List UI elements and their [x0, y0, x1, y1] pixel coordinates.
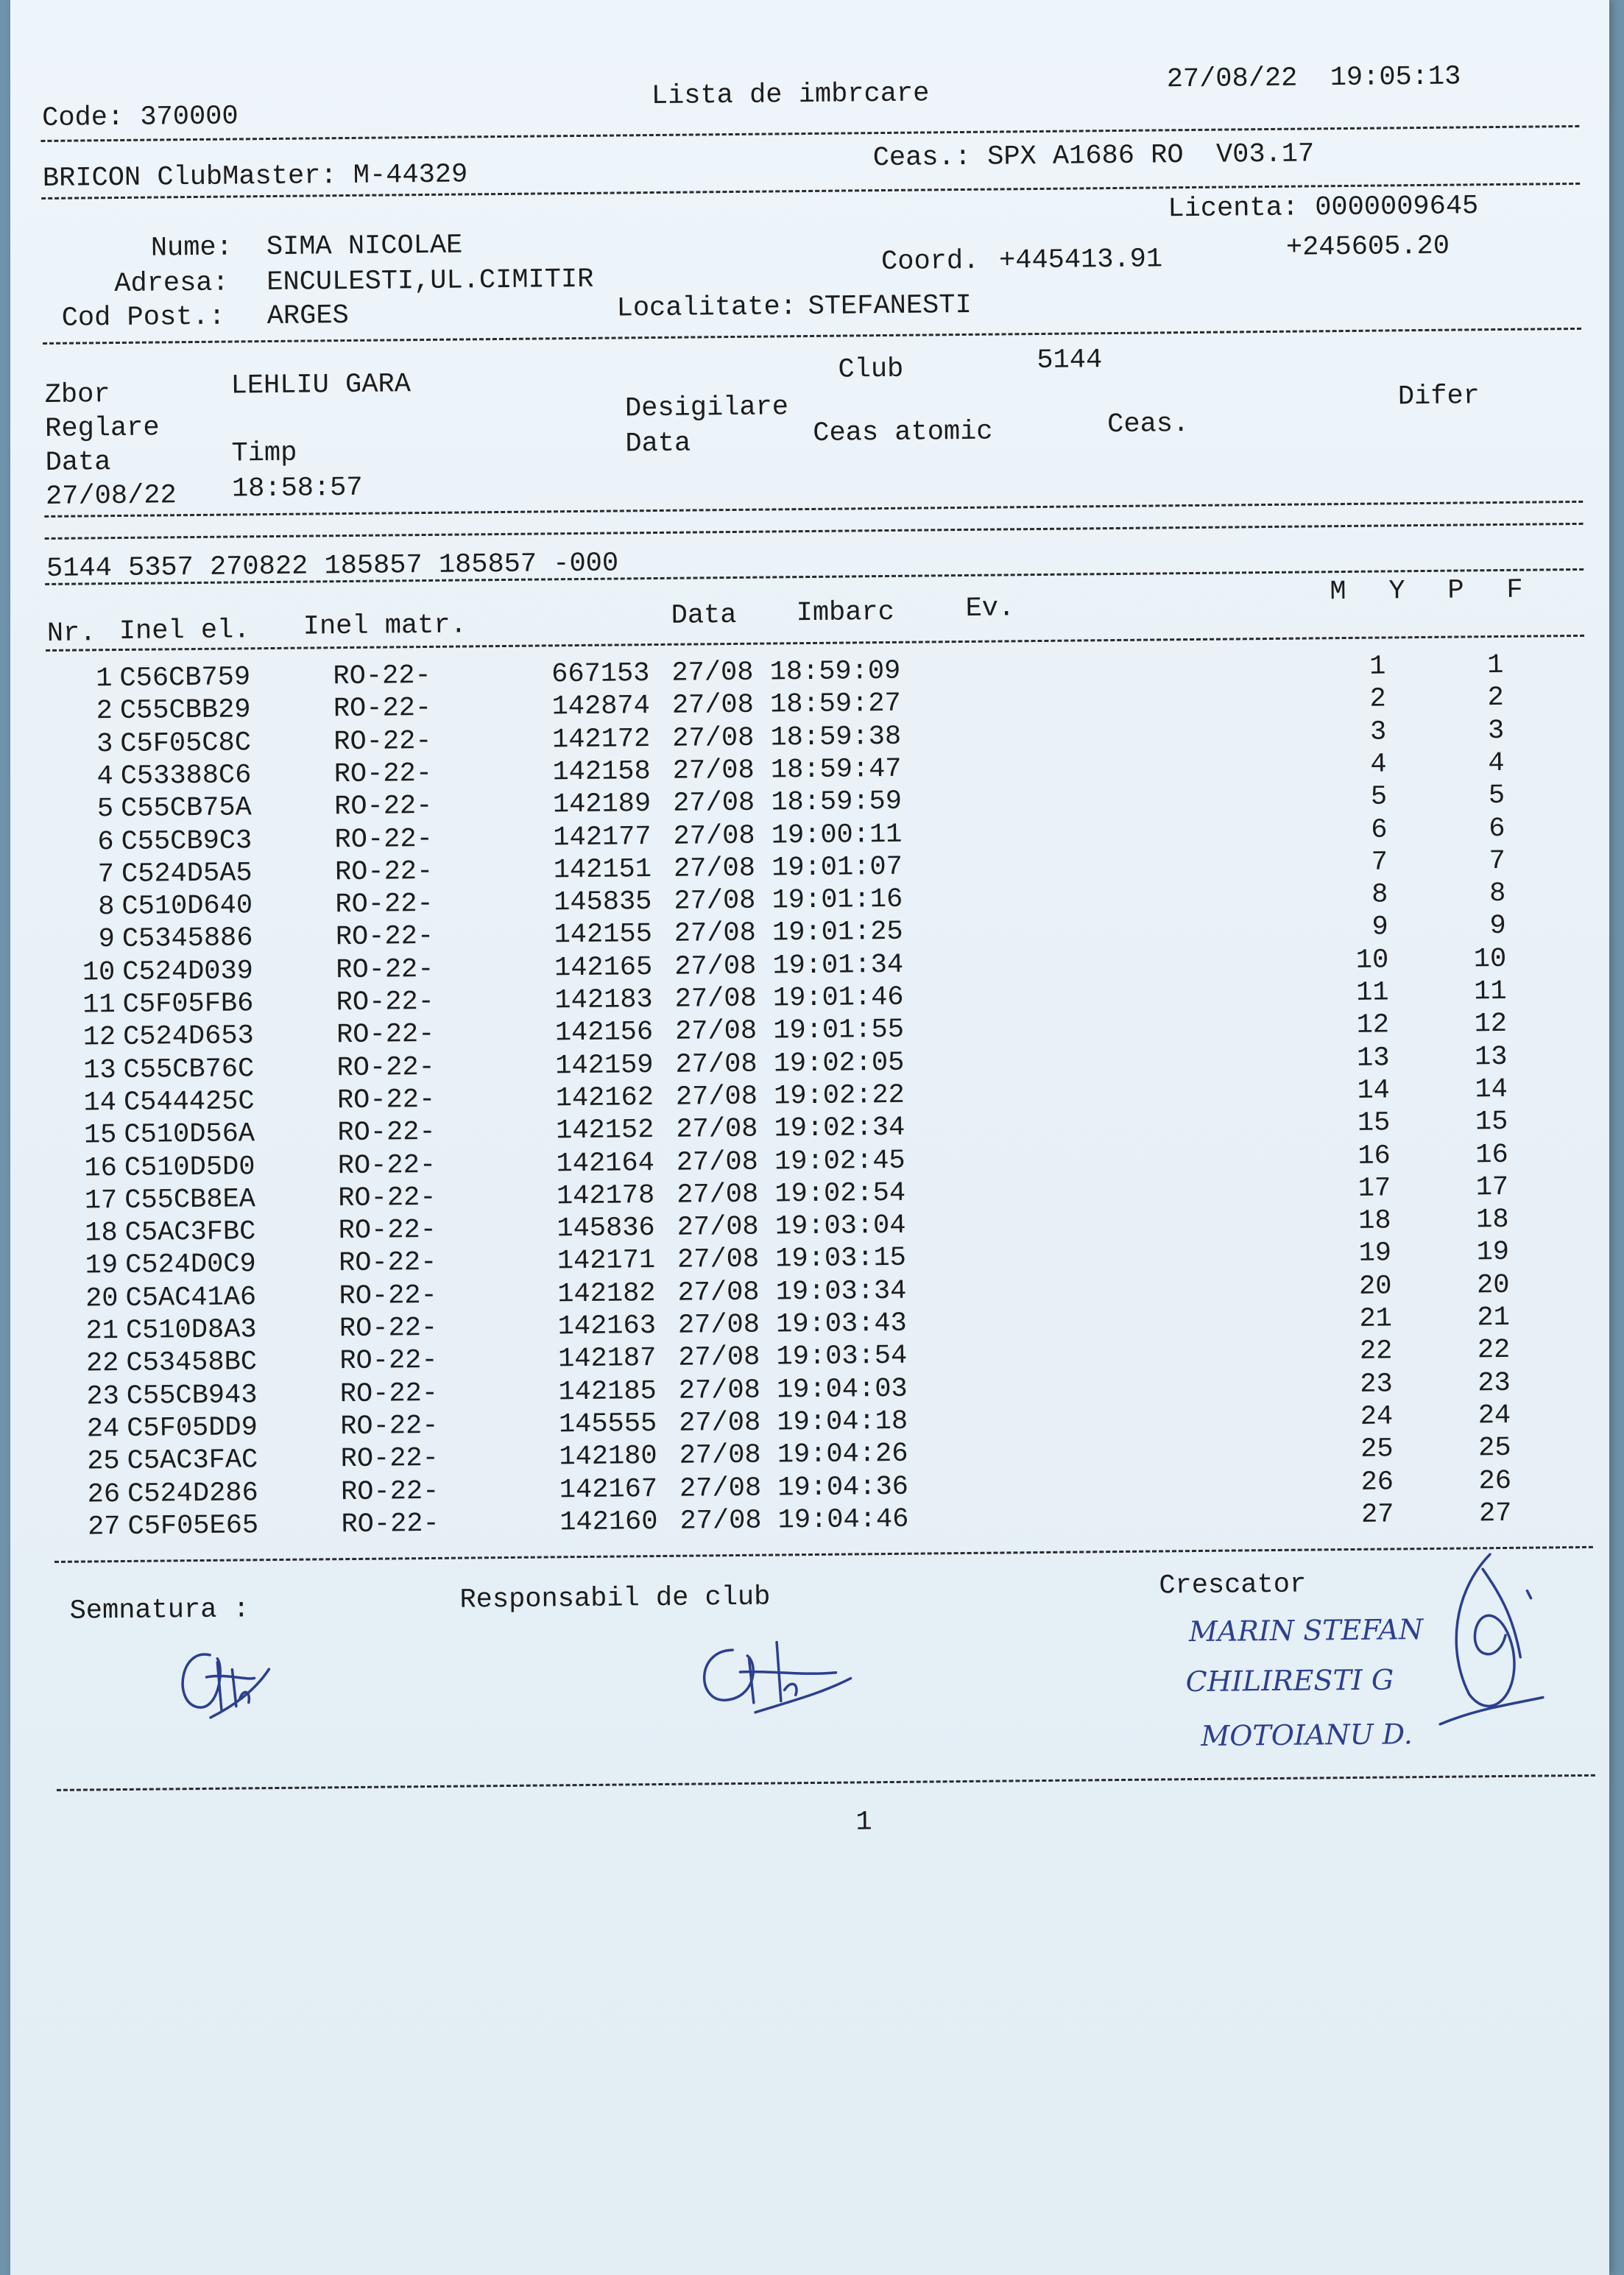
arrival-datetime: 27/08 19:01:34: [674, 949, 904, 983]
address-label: Adresa:: [114, 267, 229, 300]
row-number: 10: [82, 956, 116, 989]
place-p: 19: [1476, 1237, 1510, 1269]
col-header-inel-matr: Inel matr.: [303, 610, 467, 643]
paper-sheet: [10, 0, 1609, 2275]
arrival-datetime: 27/08 19:04:26: [679, 1438, 908, 1472]
club-responsible-label: Responsabil de club: [459, 1581, 771, 1616]
ring-prefix: RO-22-: [341, 1508, 439, 1540]
arrival-datetime: 27/08 19:00:11: [673, 819, 903, 853]
club-responsible-signature: [688, 1619, 880, 1731]
print-datetime: 27/08/22 19:05:13: [1166, 61, 1461, 96]
clock-label: Ceas.: [1107, 409, 1190, 441]
owner-name: SIMA NICOLAE: [266, 230, 463, 264]
electronic-ring: C5F05FB6: [122, 988, 254, 1020]
ring-number: 142178: [556, 1179, 655, 1213]
electronic-ring: C5AC41A6: [125, 1281, 257, 1314]
electronic-ring: C56CB759: [119, 662, 251, 694]
electronic-ring: C5F05DD9: [127, 1412, 258, 1445]
place-p: 14: [1475, 1073, 1508, 1106]
col-header-ev: Ev.: [965, 593, 1015, 624]
owner-locality: STEFANESTI: [808, 289, 972, 322]
document-title: Lista de imbrcare: [651, 78, 930, 113]
signature-scribble: [166, 1625, 299, 1737]
arrival-datetime: 27/08 19:02:34: [676, 1112, 905, 1146]
electronic-ring: C5AC3FBC: [124, 1216, 256, 1249]
row-number: 7: [97, 858, 115, 891]
electronic-ring: C524D5A5: [121, 858, 253, 890]
divider: [54, 1546, 1593, 1563]
postcode-label: Cod Post.:: [61, 301, 226, 334]
place-m: 17: [1358, 1173, 1391, 1204]
row-number: 16: [84, 1152, 118, 1184]
ring-number: 142167: [559, 1473, 658, 1506]
arrival-datetime: 27/08 18:59:47: [672, 753, 902, 787]
electronic-ring: C55CB943: [126, 1379, 258, 1412]
place-p: 23: [1478, 1367, 1511, 1399]
place-m: 5: [1370, 781, 1388, 813]
row-number: 12: [82, 1022, 116, 1054]
row-number: 27: [87, 1511, 121, 1543]
place-p: 7: [1489, 845, 1506, 877]
ring-prefix: RO-22-: [333, 693, 432, 725]
setting-time: 18:58:57: [231, 472, 363, 505]
ring-number: 145835: [553, 886, 652, 919]
col-header-data: Data: [671, 599, 737, 632]
electronic-ring: C5F05C8C: [120, 727, 252, 760]
row-number: 3: [96, 728, 113, 760]
arrival-datetime: 27/08 19:01:55: [674, 1015, 905, 1048]
place-p: 25: [1478, 1433, 1511, 1464]
place-p: 20: [1476, 1269, 1510, 1302]
ring-number: 142160: [559, 1506, 658, 1539]
ring-number: 142152: [555, 1115, 654, 1147]
desigilare-label: Desigilare: [624, 392, 789, 425]
arrival-datetime: 27/08 19:03:04: [677, 1210, 906, 1244]
place-p: 5: [1488, 780, 1505, 812]
name-label: Nume:: [150, 232, 233, 264]
arrival-datetime: 27/08 19:01:16: [674, 883, 903, 917]
place-p: 11: [1474, 976, 1507, 1008]
electronic-ring: C53458BC: [126, 1347, 258, 1380]
row-number: 18: [85, 1218, 118, 1249]
date-label: Data: [45, 447, 111, 479]
code-label: Code: 370000: [41, 101, 239, 134]
ring-number: 142158: [552, 755, 651, 789]
row-number: 15: [83, 1120, 117, 1151]
row-number: 24: [86, 1413, 120, 1445]
place-m: 18: [1358, 1205, 1391, 1237]
boarding-list-printout: [40, 15, 1578, 1838]
place-p: 8: [1489, 878, 1506, 910]
ring-prefix: RO-22-: [337, 1117, 436, 1149]
ring-number: 667153: [551, 658, 650, 691]
locality-label: Localitate:: [616, 292, 797, 325]
place-p: 24: [1478, 1400, 1511, 1432]
place-m: 6: [1371, 814, 1388, 846]
ring-prefix: RO-22-: [339, 1280, 437, 1312]
place-m: 23: [1360, 1369, 1393, 1400]
arrival-datetime: 27/08 19:03:54: [678, 1341, 908, 1375]
divider: [46, 635, 1584, 652]
breeder-signature: [1409, 1546, 1558, 1739]
electronic-ring: C53388C6: [120, 760, 252, 792]
place-m: 3: [1369, 716, 1387, 748]
place-m: 21: [1359, 1303, 1393, 1335]
flight-code-line: 5144 5357 270822 185857 185857 -000: [46, 548, 619, 585]
place-m: 16: [1358, 1140, 1391, 1172]
place-p: 10: [1473, 943, 1507, 976]
arrival-datetime: 27/08 19:03:15: [677, 1243, 907, 1277]
arrival-datetime: 27/08 19:03:34: [677, 1275, 907, 1309]
electronic-ring: C524D653: [122, 1020, 254, 1054]
coord-x: +445413.91: [998, 244, 1163, 277]
place-p: 2: [1487, 682, 1505, 714]
ring-prefix: RO-22-: [339, 1312, 438, 1345]
ring-number: 142162: [555, 1082, 654, 1115]
electronic-ring: C55CB76C: [123, 1053, 255, 1086]
place-m: 9: [1371, 911, 1388, 944]
electronic-ring: C55CB75A: [120, 792, 253, 825]
ring-prefix: RO-22-: [339, 1378, 439, 1410]
ring-prefix: RO-22-: [340, 1443, 439, 1475]
ring-prefix: RO-22-: [336, 1084, 436, 1117]
arrival-datetime: 27/08 19:01:25: [674, 917, 903, 950]
electronic-ring: C5AC3FAC: [127, 1445, 258, 1478]
row-number: 6: [97, 826, 114, 858]
place-p: 13: [1474, 1041, 1508, 1073]
place-p: 17: [1475, 1171, 1509, 1204]
place-m: 2: [1369, 683, 1387, 715]
ring-prefix: RO-22-: [335, 889, 434, 921]
row-number: 8: [98, 892, 115, 923]
col-header-m: M: [1330, 576, 1346, 608]
ring-prefix: RO-22-: [333, 758, 433, 791]
arrival-datetime: 27/08 19:02:45: [676, 1145, 905, 1179]
owner-postcode: ARGES: [266, 300, 349, 333]
license-number: Licenta: 0000009645: [1168, 191, 1479, 225]
ring-number: 142180: [559, 1441, 657, 1473]
col-header-f: F: [1506, 574, 1523, 606]
ring-prefix: RO-22-: [333, 725, 432, 758]
place-p: 6: [1489, 813, 1505, 844]
row-number: 19: [85, 1250, 119, 1282]
signature-label: Semnatura :: [69, 1594, 250, 1627]
ring-number: 142189: [552, 789, 652, 821]
ring-prefix: RO-22-: [334, 856, 434, 888]
row-number: 20: [85, 1283, 119, 1315]
place-m: 19: [1358, 1238, 1392, 1270]
club-number: 5144: [1037, 345, 1103, 377]
electronic-ring: C510D5D0: [124, 1151, 255, 1184]
place-m: 20: [1358, 1271, 1392, 1302]
ring-number: 142874: [551, 691, 651, 723]
breeder-label: Crescator: [1159, 1569, 1307, 1602]
place-p: 18: [1475, 1204, 1509, 1236]
ring-prefix: RO-22-: [333, 660, 431, 693]
ring-prefix: RO-22-: [338, 1182, 437, 1214]
place-m: 11: [1356, 977, 1389, 1009]
ring-number: 142185: [558, 1375, 657, 1408]
ring-prefix: RO-22-: [338, 1214, 437, 1247]
divider: [57, 1774, 1595, 1791]
ring-number: 142151: [553, 853, 652, 886]
arrival-datetime: 27/08 19:04:18: [679, 1405, 908, 1439]
row-number: 21: [85, 1316, 119, 1347]
ring-number: 142155: [554, 919, 653, 951]
flight-label: Zbor: [44, 379, 110, 411]
place-m: 27: [1360, 1499, 1394, 1531]
ring-number: 142172: [551, 723, 651, 755]
row-number: 22: [85, 1348, 119, 1380]
place-p: 9: [1489, 911, 1506, 942]
ring-number: 142187: [557, 1343, 657, 1375]
col-header-y: Y: [1388, 576, 1405, 607]
row-number: 17: [84, 1185, 118, 1217]
arrival-datetime: 27/08 19:01:46: [674, 981, 904, 1015]
electronic-ring: C510D640: [121, 890, 253, 923]
row-number: 2: [96, 696, 113, 727]
electronic-ring: C524D286: [127, 1477, 258, 1510]
ring-prefix: RO-22-: [333, 791, 433, 823]
owner-address: ENCULESTI,UL.CIMITIR: [266, 264, 594, 299]
row-number: 23: [86, 1380, 120, 1413]
row-number: 25: [87, 1446, 120, 1478]
place-p: 27: [1478, 1498, 1512, 1530]
place-p: 26: [1478, 1465, 1512, 1497]
ring-prefix: RO-22-: [336, 1019, 435, 1051]
place-m: 10: [1355, 945, 1389, 976]
arrival-datetime: 27/08 19:04:46: [679, 1503, 909, 1537]
electronic-ring: C510D8A3: [125, 1314, 257, 1347]
place-m: 14: [1357, 1075, 1391, 1107]
flight-location: LEHLIU GARA: [230, 369, 412, 402]
arrival-datetime: 27/08 19:02:22: [675, 1079, 905, 1113]
place-m: 1: [1369, 651, 1386, 682]
time-label: Timp: [231, 437, 297, 470]
place-p: 22: [1477, 1335, 1511, 1366]
electronic-ring: C524D039: [122, 955, 254, 988]
place-m: 7: [1371, 847, 1388, 878]
atomic-clock-label: Ceas atomic: [813, 416, 993, 449]
ring-prefix: RO-22-: [340, 1410, 439, 1443]
arrival-datetime: 27/08 19:04:36: [679, 1471, 909, 1505]
difer-label: Difer: [1397, 381, 1480, 413]
electronic-ring: C55CBB29: [119, 694, 251, 727]
arrival-datetime: 27/08 18:59:38: [672, 721, 902, 755]
ring-prefix: RO-22-: [337, 1149, 437, 1182]
coord-y: +245605.20: [1285, 230, 1450, 264]
row-number: 4: [96, 761, 113, 793]
place-p: 1: [1486, 649, 1504, 682]
coord-label: Coord.: [880, 245, 980, 278]
breeder-name-1: MARIN STEFAN: [1188, 1613, 1424, 1648]
place-p: 21: [1477, 1302, 1511, 1334]
place-m: 24: [1360, 1401, 1394, 1433]
breeder-name-2: CHILIRESTI G: [1185, 1663, 1394, 1699]
electronic-ring: C510D56A: [124, 1118, 255, 1151]
arrival-datetime: 27/08 18:59:09: [671, 655, 901, 689]
row-number: 13: [82, 1054, 116, 1087]
page-number: 1: [855, 1807, 872, 1838]
electronic-ring: C544425C: [123, 1086, 255, 1118]
electronic-ring: C524D0C9: [124, 1249, 256, 1282]
setting-date: 27/08/22: [45, 480, 177, 512]
clubmaster-id: BRICON ClubMaster: M-44329: [42, 159, 468, 194]
ring-number: 142171: [557, 1245, 656, 1277]
ring-prefix: RO-22-: [336, 1051, 435, 1084]
place-p: 12: [1474, 1009, 1508, 1040]
place-m: 26: [1360, 1466, 1394, 1498]
ring-number: 142163: [557, 1311, 657, 1343]
ring-prefix: RO-22-: [336, 953, 434, 986]
row-number: 26: [87, 1478, 121, 1510]
ring-number: 145836: [557, 1213, 655, 1245]
arrival-datetime: 27/08 18:59:59: [672, 786, 903, 819]
unseal-date-label: Data: [625, 428, 691, 460]
ring-number: 142177: [553, 821, 652, 853]
ring-number: 142182: [557, 1277, 656, 1311]
col-header-inel-el: Inel el.: [119, 615, 250, 648]
ring-prefix: RO-22-: [335, 921, 434, 953]
place-m: 4: [1370, 749, 1387, 780]
place-m: 15: [1357, 1107, 1391, 1140]
electronic-ring: C5F05E65: [127, 1510, 259, 1542]
place-p: 3: [1487, 715, 1505, 747]
col-header-nr: Nr.: [46, 618, 96, 649]
ring-number: 145555: [558, 1408, 657, 1441]
ring-prefix: RO-22-: [338, 1247, 437, 1280]
clock-info: Ceas.: SPX A1686 RO V03.17: [872, 138, 1315, 174]
arrival-datetime: 27/08 19:04:03: [678, 1373, 908, 1407]
ring-prefix: RO-22-: [334, 823, 434, 856]
ring-number: 142156: [554, 1017, 654, 1049]
row-number: 1: [96, 663, 113, 695]
club-label: Club: [838, 353, 904, 386]
place-m: 22: [1359, 1336, 1393, 1368]
place-p: 16: [1475, 1139, 1508, 1171]
arrival-datetime: 27/08 18:59:27: [671, 688, 901, 722]
place-p: 4: [1488, 747, 1505, 780]
electronic-ring: C5345886: [121, 923, 253, 956]
reglare-label: Reglare: [45, 412, 160, 445]
electronic-ring: C55CB9C3: [121, 825, 253, 858]
ring-prefix: RO-22-: [340, 1475, 439, 1508]
ring-prefix: RO-22-: [336, 986, 435, 1019]
ring-number: 142164: [556, 1147, 655, 1179]
arrival-datetime: 27/08 19:02:54: [677, 1177, 906, 1211]
ring-number: 142159: [555, 1049, 654, 1082]
place-m: 12: [1356, 1009, 1390, 1042]
place-m: 25: [1360, 1433, 1394, 1466]
row-number: 9: [98, 924, 116, 956]
arrival-datetime: 27/08 19:01:07: [673, 851, 903, 885]
col-header-imbarc: Imbarc: [796, 596, 895, 629]
electronic-ring: C55CB8EA: [124, 1184, 256, 1216]
row-number: 11: [82, 990, 116, 1021]
arrival-datetime: 27/08 19:03:43: [677, 1308, 907, 1341]
place-m: 8: [1371, 879, 1388, 911]
place-p: 15: [1475, 1107, 1508, 1138]
breeder-name-3: MOTOIANU D.: [1201, 1718, 1413, 1752]
row-number: 14: [83, 1087, 117, 1119]
ring-prefix: RO-22-: [339, 1345, 438, 1378]
place-m: 13: [1356, 1043, 1390, 1074]
divider: [45, 523, 1584, 540]
row-number: 5: [96, 794, 114, 825]
divider: [40, 125, 1579, 142]
arrival-datetime: 27/08 19:02:05: [675, 1047, 905, 1081]
ring-number: 142183: [554, 984, 653, 1017]
ring-number: 142165: [554, 951, 653, 984]
col-header-p: P: [1447, 575, 1464, 607]
